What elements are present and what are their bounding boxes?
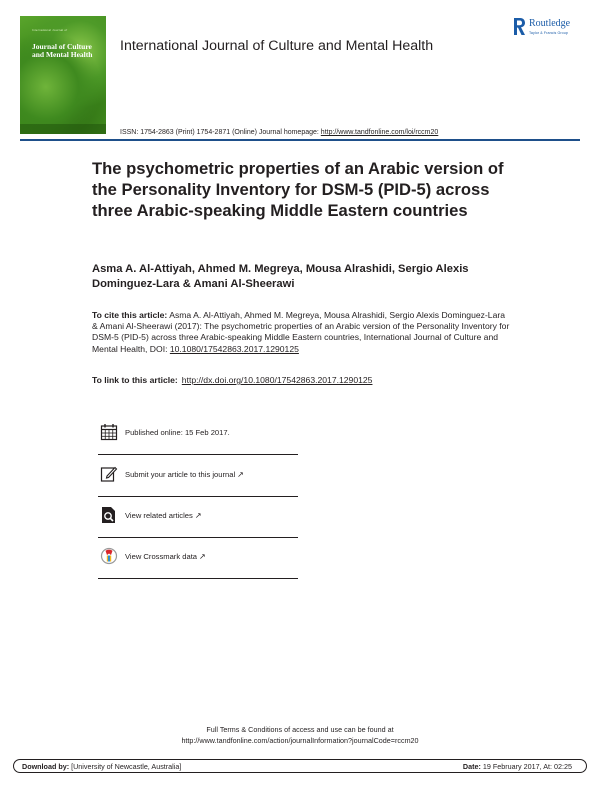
crossmark-icon: [100, 547, 118, 565]
terms-url[interactable]: http://www.tandfonline.com/action/journalInformation?journalCode=rccm20: [181, 736, 419, 745]
crossmark-link[interactable]: [125, 552, 206, 561]
cover-stripe: [20, 124, 106, 134]
info-divider: [98, 496, 298, 497]
download-date: [463, 762, 572, 771]
crossmark-row[interactable]: [98, 547, 298, 587]
download-label: Download by:: [22, 762, 70, 771]
submit-article-row[interactable]: [98, 465, 298, 505]
routledge-logo-subtext: Taylor & Francis Group: [529, 31, 568, 35]
external-link-icon: ↗: [194, 511, 202, 520]
date-label: Date:: [462, 762, 481, 771]
routledge-logo-text: Routledge: [529, 18, 571, 29]
terms-line: Full Terms & Conditions of access and use can be found at: [206, 725, 394, 734]
journal-homepage-link[interactable]: http://www.tandfonline.com/loi/rccm20: [320, 129, 439, 136]
download-by: [22, 762, 181, 771]
info-divider: [98, 578, 298, 579]
external-link-icon: ↗: [237, 470, 244, 479]
edit-icon: [100, 465, 118, 483]
related-articles-link[interactable]: [125, 511, 202, 520]
terms-footer: [0, 724, 600, 746]
related-articles-icon: [100, 506, 118, 524]
journal-name: International Journal of Culture and Mental Health: [120, 38, 434, 54]
calendar-icon: [100, 423, 118, 441]
cover-small-text: International Journal of: [32, 28, 68, 32]
related-articles-row[interactable]: [98, 506, 298, 546]
article-authors: Asma A. Al-Attiyah, Ahmed M. Megreya, Mousa Alrashidi, Sergio Alexis Dominguez-Lara & Amani Al-Sheerawi: [92, 263, 469, 290]
cite-doi-link[interactable]: 10.1080/17542863.2017.1290125: [169, 343, 299, 354]
cite-text: Asma A. Al-Attiyah, Ahmed M. Megreya, Mousa Alrashidi, Sergio Alexis Dominguez-Lara & Amani Al-Sheerawi (2017): The psychometric properties of an Arabic version of the Personality Inventory for DSM-5 (PID-5) across three Arabic-speaking Middle Eastern countries, International Journal of Culture and Mental Health, DOI:: [92, 310, 510, 354]
submit-article-label: Submit your article to this journal: [125, 470, 236, 479]
related-articles-label: View related articles: [125, 511, 193, 520]
article-doi-link[interactable]: http://dx.doi.org/10.1080/17542863.2017.1290125: [181, 375, 373, 385]
cite-label: To cite this article:: [92, 310, 168, 320]
routledge-logo-icon: [512, 17, 526, 36]
issn-text: ISSN: 1754-2863 (Print) 1754-2871 (Online) Journal homepage:: [120, 129, 321, 136]
info-divider: [98, 454, 298, 455]
published-date: Published online: 15 Feb 2017.: [125, 428, 230, 437]
download-value: [University of Newcastle, Australia]: [69, 762, 182, 771]
download-info-bar: [13, 759, 587, 773]
link-label: To link to this article:: [92, 375, 178, 385]
article-link-line: [92, 375, 512, 385]
journal-cover: [20, 16, 106, 134]
crossmark-label: View Crossmark data: [125, 552, 198, 561]
article-title: The psychometric properties of an Arabic version of the Personality Inventory for DSM-5 (PID-5) across three Arabic-speaking Middle Eastern countries: [92, 159, 504, 220]
submit-article-link[interactable]: [125, 470, 244, 479]
external-link-icon: ↗: [199, 552, 206, 561]
citation-block: [92, 310, 512, 355]
routledge-logo: [512, 17, 592, 41]
date-value: 19 February 2017, At: 02:25: [480, 762, 572, 771]
cover-title: Journal of Culture and Mental Health: [32, 42, 93, 59]
info-divider: [98, 537, 298, 538]
published-row: [98, 423, 298, 463]
issn-line: [120, 129, 438, 136]
header-divider: [20, 139, 580, 141]
